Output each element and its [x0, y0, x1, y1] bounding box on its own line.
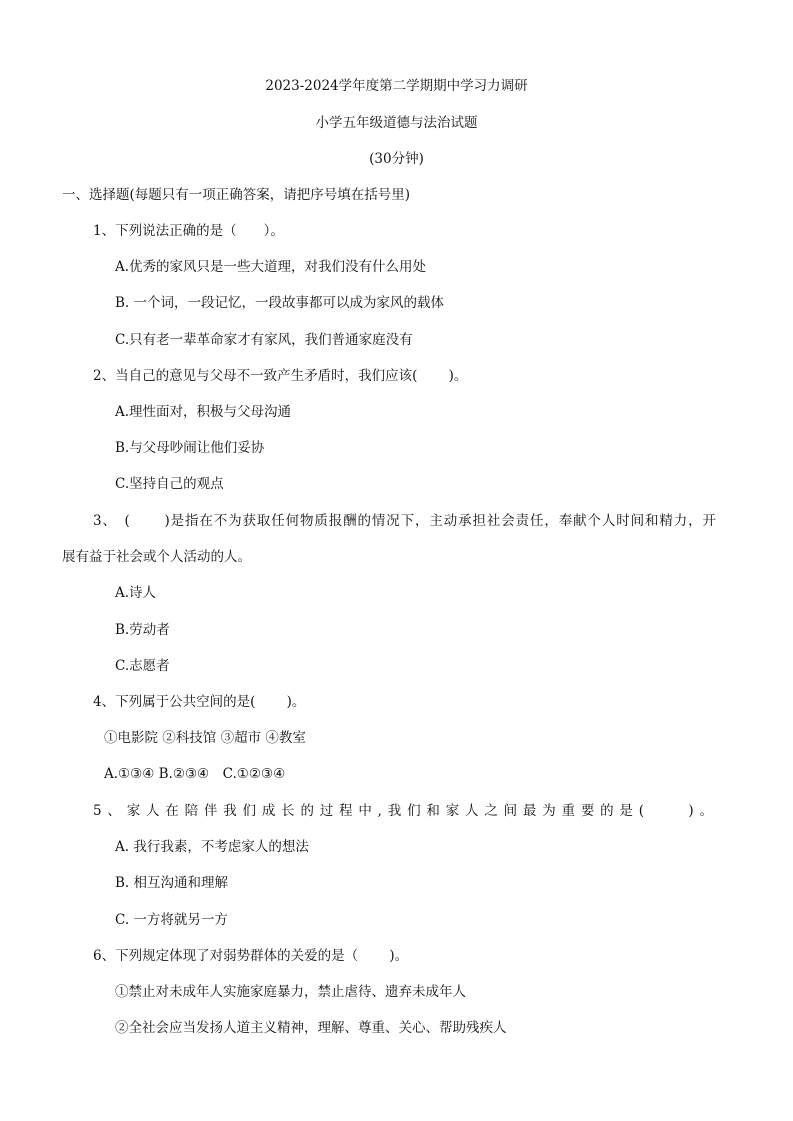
question-2-stem: 2、当自己的意见与父母不一致产生矛盾时，我们应该( )。: [93, 368, 468, 384]
question-1-option-c: C.只有老一辈革命家才有家风，我们普通家庭没有: [115, 332, 413, 348]
question-3-option-c: C.志愿者: [115, 658, 170, 674]
question-1-option-b: B. 一个词，一段记忆，一段故事都可以成为家风的载体: [115, 295, 445, 311]
question-3-option-a: A.诗人: [115, 585, 157, 601]
exam-subtitle: 小学五年级道德与法治试题: [315, 115, 478, 131]
question-3-option-b: B.劳动者: [115, 622, 170, 638]
question-2-option-c: C.坚持自己的观点: [115, 476, 224, 492]
section-heading: 一、选择题(每题只有一项正确答案，请把序号填在括号里): [62, 187, 411, 203]
question-5-option-c: C. 一方将就另一方: [115, 912, 228, 928]
question-3-stem-line-2: 展有益于社会或个人活动的人。: [62, 549, 251, 565]
question-3-stem-line-1: 3、 ( )是指在不为获取任何物质报酬的情况下，主动承担社会责任，奉献个人时间和精力，开: [93, 513, 716, 529]
question-6-item-1: ①禁止对未成年人实施家庭暴力，禁止虐待、遗弃未成年人: [115, 984, 466, 1000]
question-5-stem: 5、家人在陪伴我们成长的过程中,我们和家人之间最为重要的是( )。: [93, 803, 713, 819]
question-4-stem: 4、下列属于公共空间的是( )。: [93, 694, 306, 710]
question-4-items: ①电影院 ②科技馆 ③超市 ④教室: [104, 730, 306, 746]
question-6-item-2: ②全社会应当发扬人道主义精神，理解、尊重、关心、帮助残疾人: [115, 1020, 507, 1036]
question-6-stem: 6、下列规定体现了对弱势群体的关爱的是（ )。: [93, 948, 409, 964]
question-5-option-a: A. 我行我素，不考虑家人的想法: [115, 839, 309, 855]
exam-duration: (30分钟): [369, 151, 424, 167]
question-4-options: A.①③④ B.②③④ C.①②③④: [104, 766, 286, 782]
question-2-option-b: B.与父母吵闹让他们妥协: [115, 440, 265, 456]
exam-title: 2023-2024学年度第二学期期中学习力调研: [265, 78, 528, 94]
question-1-option-a: A.优秀的家风只是一些大道理，对我们没有什么用处: [115, 259, 427, 275]
question-2-option-a: A.理性面对，积极与父母沟通: [115, 404, 292, 420]
question-5-option-b: B. 相互沟通和理解: [115, 875, 229, 891]
question-1-stem: 1、下列说法正确的是（ ）。: [93, 223, 284, 239]
